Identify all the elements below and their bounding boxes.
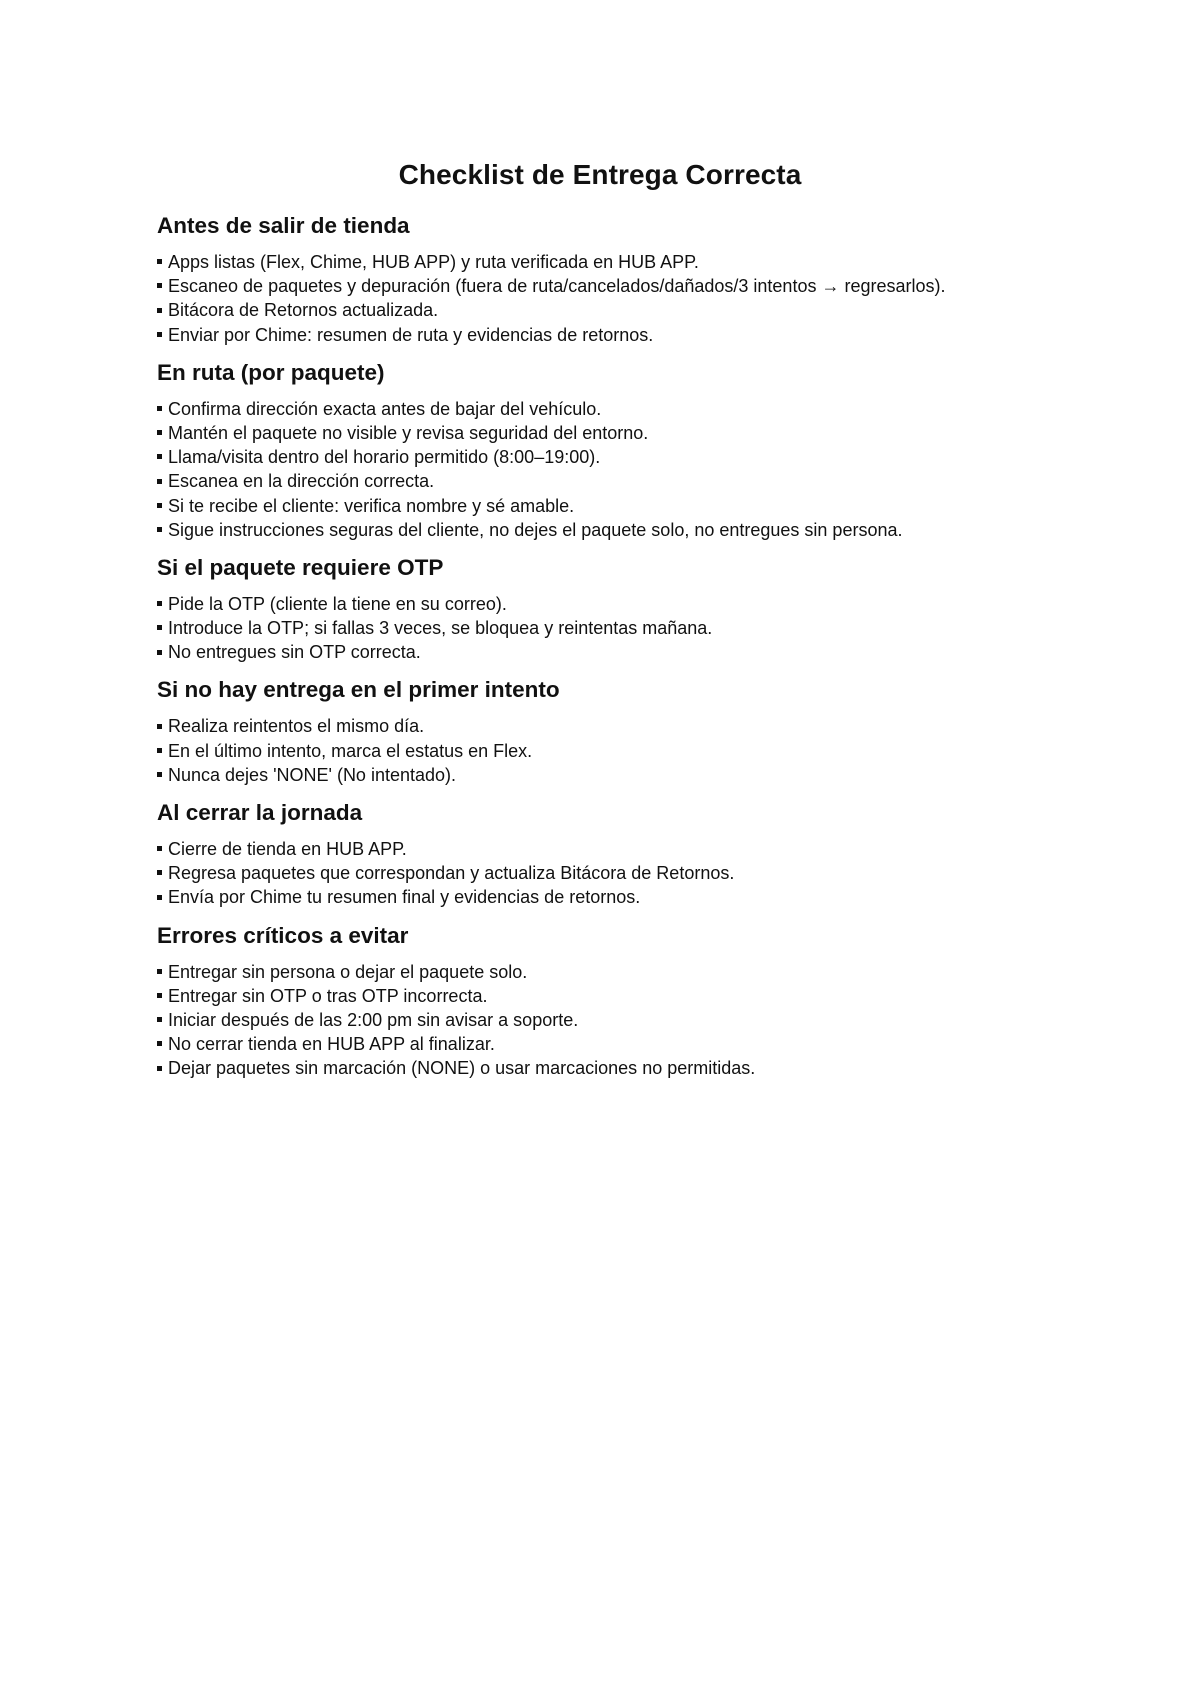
spacer <box>157 910 1117 918</box>
list-item-text: No entregues sin OTP correcta. <box>168 642 421 663</box>
list-item-text: Introduce la OTP; si fallas 3 veces, se bloquea y reintentas mañana. <box>168 618 713 639</box>
section-heading: Al cerrar la jornada <box>157 800 363 825</box>
list-item <box>157 323 1117 347</box>
section-antes-de-salir <box>157 208 1117 347</box>
list-item <box>157 739 1117 763</box>
section-en-ruta <box>157 355 1117 542</box>
list-item <box>157 960 1117 984</box>
list-item <box>157 640 1117 664</box>
bullet-icon <box>157 479 162 484</box>
section-errores-criticos <box>157 918 1117 1081</box>
list-item <box>157 714 1117 738</box>
checklist <box>157 250 1117 347</box>
spacer <box>157 542 1117 550</box>
checklist <box>157 592 1117 665</box>
bullet-icon <box>157 870 162 875</box>
bullet-icon <box>157 406 162 411</box>
spacer <box>157 664 1117 672</box>
section-cerrar-jornada <box>157 795 1117 910</box>
document-title: Checklist de Entrega Correcta <box>398 159 802 190</box>
list-item <box>157 837 1117 861</box>
section-heading: Errores críticos a evitar <box>157 922 409 948</box>
bullet-icon <box>157 846 162 851</box>
bullet-icon <box>157 748 162 753</box>
list-item-text: Si te recibe el cliente: verifica nombre y sé amable. <box>168 495 575 516</box>
bullet-icon <box>157 625 162 630</box>
list-item <box>157 274 1117 298</box>
list-item-text: Dejar paquetes sin marcación (NONE) o usar marcaciones no permitidas. <box>168 1058 756 1079</box>
list-item-text: Cierre de tienda en HUB APP. <box>168 839 407 859</box>
bullet-icon <box>157 1066 162 1071</box>
list-item-text: Confirma dirección exacta antes de bajar del vehículo. <box>168 398 602 419</box>
bullet-icon <box>157 1017 162 1022</box>
list-item <box>157 494 1117 518</box>
bullet-icon <box>157 283 162 288</box>
list-item <box>157 1032 1117 1056</box>
checklist <box>157 837 1117 910</box>
list-item-text: Enviar por Chime: resumen de ruta y evidencias de retornos. <box>168 324 654 345</box>
list-item-text: Entregar sin OTP o tras OTP incorrecta. <box>168 985 488 1006</box>
bullet-icon <box>157 650 162 655</box>
bullet-icon <box>157 969 162 974</box>
list-item <box>157 763 1117 787</box>
list-item <box>157 1008 1117 1032</box>
checklist <box>157 960 1117 1081</box>
bullet-icon <box>157 259 162 264</box>
list-item-text: Llama/visita dentro del horario permitido (8:00–19:00). <box>168 447 601 468</box>
list-item-text: En el último intento, marca el estatus en Flex. <box>168 740 533 761</box>
list-item-text: Regresa paquetes que correspondan y actualiza Bitácora de Retornos. <box>168 863 735 884</box>
list-item-text: Escaneo de paquetes y depuración (fuera de ruta/cancelados/dañados/3 intentos → regresarlos). <box>168 276 946 297</box>
list-item <box>157 592 1117 616</box>
list-item-text: Pide la OTP (cliente la tiene en su correo). <box>168 593 507 614</box>
list-item <box>157 984 1117 1008</box>
spacer <box>157 347 1117 355</box>
list-item-text: Apps listas (Flex, Chime, HUB APP) y ruta verificada en HUB APP. <box>168 252 699 272</box>
list-item <box>157 885 1117 909</box>
section-heading: Si el paquete requiere OTP <box>157 554 444 580</box>
list-item <box>157 861 1117 885</box>
list-item <box>157 518 1117 542</box>
section-heading: Si no hay entrega en el primer intento <box>157 677 560 703</box>
list-item-text: Realiza reintentos el mismo día. <box>168 716 425 737</box>
list-item <box>157 298 1117 322</box>
bullet-icon <box>157 993 162 998</box>
list-item <box>157 1056 1117 1080</box>
checklist <box>157 397 1117 542</box>
list-item-text: Entregar sin persona o dejar el paquete solo. <box>168 961 528 982</box>
bullet-icon <box>157 895 162 900</box>
bullet-icon <box>157 430 162 435</box>
section-heading: En ruta (por paquete) <box>157 359 385 385</box>
list-item <box>157 469 1117 493</box>
list-item-text: Iniciar después de las 2:00 pm sin avisar a soporte. <box>168 1009 579 1030</box>
bullet-icon <box>157 308 162 313</box>
list-item-text: No cerrar tienda en HUB APP al finalizar. <box>168 1034 495 1055</box>
list-item-text: Mantén el paquete no visible y revisa seguridad del entorno. <box>168 422 649 443</box>
bullet-icon <box>157 1041 162 1046</box>
list-item <box>157 421 1117 445</box>
bullet-icon <box>157 772 162 777</box>
list-item-text: Escanea en la dirección correcta. <box>168 471 435 492</box>
list-item-text: Bitácora de Retornos actualizada. <box>168 300 439 321</box>
list-item-text: Nunca dejes 'NONE' (No intentado). <box>168 764 457 785</box>
list-item-text: Envía por Chime tu resumen final y evidencias de retornos. <box>168 887 641 908</box>
document-content <box>157 208 1117 1081</box>
section-sin-entrega <box>157 672 1117 787</box>
spacer <box>157 787 1117 795</box>
checklist <box>157 714 1117 787</box>
bullet-icon <box>157 601 162 606</box>
section-otp <box>157 550 1117 665</box>
bullet-icon <box>157 454 162 459</box>
list-item <box>157 445 1117 469</box>
bullet-icon <box>157 503 162 508</box>
bullet-icon <box>157 527 162 532</box>
list-item <box>157 250 1117 274</box>
bullet-icon <box>157 332 162 337</box>
list-item <box>157 397 1117 421</box>
list-item-text: Sigue instrucciones seguras del cliente, no dejes el paquete solo, no entregues sin persona. <box>168 519 903 540</box>
list-item <box>157 616 1117 640</box>
section-heading: Antes de salir de tienda <box>157 213 410 238</box>
bullet-icon <box>157 724 162 729</box>
